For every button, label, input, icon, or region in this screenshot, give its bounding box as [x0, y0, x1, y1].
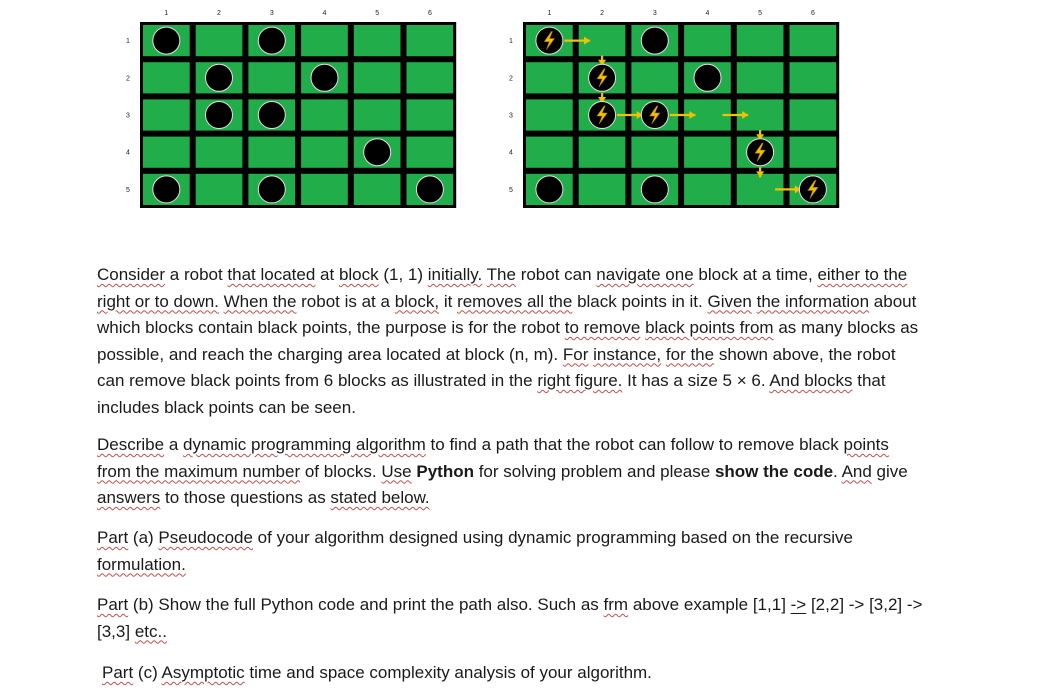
- black-point: [258, 176, 285, 203]
- right-grid-cell: [579, 137, 626, 168]
- right-grid-cell: [526, 137, 573, 168]
- right-grid-cell: [737, 25, 784, 56]
- part-c-paragraph: [102, 660, 932, 687]
- task-paragraph: [97, 432, 927, 512]
- text-run: that includes black points can be seen.: [97, 371, 886, 417]
- left-grid-cell: [407, 137, 454, 168]
- text-run: at: [315, 265, 339, 284]
- text-run: either to the right or to down.: [97, 265, 908, 311]
- text-run: that located: [227, 265, 316, 284]
- text-run: for solving problem and please: [473, 461, 715, 481]
- text-run: And blocks: [769, 371, 853, 390]
- text-run: (c): [133, 663, 162, 682]
- left-grid-cell: [407, 62, 454, 93]
- black-point: [153, 27, 180, 54]
- right-grid-cell: [526, 62, 573, 93]
- column-label: 2: [600, 10, 605, 17]
- text-run: dynamic programming algorithm: [183, 435, 426, 454]
- text-run: ->: [790, 595, 807, 614]
- right-grid-cell: [737, 62, 784, 93]
- text-run: It has a size 5 × 6.: [622, 371, 770, 390]
- left-grid-cell: [301, 137, 348, 168]
- text-run: block at a time,: [693, 265, 818, 284]
- right-grid-cell: [684, 25, 731, 56]
- left-grid-cell: [301, 174, 348, 205]
- text-run: Python: [416, 461, 474, 481]
- left-grid-cell: [354, 174, 401, 205]
- text-run: shown above, the robot can remove black points from 6 blocks as illustrated in the: [97, 344, 896, 390]
- black-point: [153, 176, 180, 203]
- text-run: [3,2] -> [3,3]: [97, 595, 923, 641]
- text-run: time and space complexity analysis of your algorithm.: [244, 663, 652, 682]
- left-grid-cell: [301, 99, 348, 130]
- left-grid-cell: [196, 137, 243, 168]
- left-grid-cell: [407, 99, 454, 130]
- column-label: 6: [810, 10, 815, 17]
- text-run: .: [833, 461, 842, 481]
- text-run: formulation.: [97, 554, 186, 574]
- text-run: Part: [102, 663, 134, 682]
- row-label: 1: [509, 38, 513, 46]
- text-run: block: [338, 265, 379, 284]
- text-run: Part: [97, 528, 129, 547]
- left-grid-cell: [143, 62, 190, 93]
- black-point: [311, 64, 338, 91]
- right-grid-cell: [790, 62, 837, 93]
- black-point: [206, 64, 233, 91]
- text-run: And: [841, 461, 872, 481]
- row-label: 1: [126, 38, 130, 46]
- left-grid-cell: [196, 174, 243, 205]
- text-run: the information: [756, 291, 870, 311]
- text-run: answers: [97, 488, 161, 507]
- text-run: code: [793, 461, 834, 481]
- text-run: as many blocks as possible, and reach the charging area located at block (n, m).: [97, 318, 919, 364]
- row-label: 2: [509, 75, 513, 83]
- text-run: Describe: [97, 435, 165, 454]
- black-point: [694, 64, 721, 91]
- row-label: 2: [126, 75, 130, 83]
- row-label: 4: [509, 149, 513, 157]
- text-run: stated below.: [330, 488, 430, 507]
- text-run: a robot: [165, 265, 228, 284]
- text-run: block,: [394, 291, 440, 311]
- text-run: For: [562, 344, 589, 364]
- text-run: Pseudocode: [158, 528, 253, 547]
- text-run: instance,: [593, 344, 662, 364]
- text-run: Asymptotic: [161, 663, 245, 682]
- left-grid-cell: [143, 99, 190, 130]
- black-point: [536, 176, 563, 203]
- right-grid-cell: [790, 99, 837, 130]
- right-grid-cell: [684, 137, 731, 168]
- left-grid-cell: [248, 62, 295, 93]
- text-run: The: [486, 265, 516, 284]
- text-run: to those questions as: [160, 488, 331, 507]
- text-run: black points in it.: [572, 291, 708, 311]
- text-run: for the: [665, 344, 715, 364]
- text-run: (a): [128, 528, 159, 547]
- text-run: to remove: [564, 318, 641, 337]
- black-point: [206, 102, 233, 129]
- text-run: removes all the: [457, 291, 573, 311]
- part-b-paragraph: [97, 592, 927, 645]
- column-label: 4: [705, 10, 710, 17]
- text-run: of your algorithm designed using dynamic programming based on the recursive: [252, 528, 853, 547]
- right-grid-cell: [631, 137, 678, 168]
- text-run: Part: [97, 595, 129, 614]
- text-run: initially.: [427, 265, 483, 284]
- left-grid-cell: [301, 25, 348, 56]
- column-label: 5: [375, 10, 380, 17]
- column-label: 6: [427, 10, 432, 17]
- right-grid-cell: [790, 137, 837, 168]
- row-label: 5: [126, 186, 130, 194]
- column-label: 1: [164, 10, 169, 17]
- left-grid-cell: [196, 25, 243, 56]
- part-a-paragraph: [97, 525, 927, 578]
- black-point: [258, 102, 285, 129]
- right-grid-cell: [684, 174, 731, 205]
- text-run: etc..: [134, 621, 167, 641]
- text-run: robot can: [515, 265, 597, 284]
- column-label: 2: [217, 10, 221, 17]
- right-grid-cell: [526, 99, 573, 130]
- row-label: 3: [126, 112, 130, 120]
- text-run: Consider: [97, 265, 166, 284]
- left-grid-cell: [354, 62, 401, 93]
- right-grid-cell: [631, 62, 678, 93]
- left-grid-cell: [407, 25, 454, 56]
- text-run: show the: [714, 461, 789, 481]
- text-run: black points from: [645, 318, 774, 337]
- column-label: 3: [652, 10, 657, 17]
- column-label: 5: [758, 10, 763, 17]
- text-run: it: [439, 291, 458, 311]
- text-run: robot is at a: [296, 291, 395, 311]
- column-label: 4: [322, 10, 327, 17]
- text-run: points from the maximum number: [97, 435, 889, 481]
- text-run: right figure.: [537, 371, 623, 390]
- column-label: 3: [269, 10, 274, 17]
- text-run: (1, 1): [378, 265, 428, 284]
- column-label: 1: [547, 10, 552, 17]
- black-point: [416, 176, 443, 203]
- text-run: [2,2] ->: [806, 595, 870, 614]
- text-run: Given: [707, 291, 752, 311]
- black-point: [641, 27, 668, 54]
- text-run: navigate one: [596, 265, 694, 284]
- text-run: When the: [223, 291, 297, 311]
- grid-figure: [0, 0, 1038, 220]
- left-grid-cell: [354, 25, 401, 56]
- text-run: of blocks.: [300, 461, 382, 481]
- text-run: give: [871, 461, 908, 481]
- text-run: a: [164, 435, 183, 454]
- problem-paragraph: [97, 262, 927, 421]
- text-run: (b) Show the full Python code and print the path also. Such as: [128, 595, 604, 614]
- right-grid-cell: [790, 25, 837, 56]
- text-run: Use: [381, 461, 412, 481]
- text-run: frm: [603, 595, 629, 614]
- text-run: about which blocks contain black points, the purpose is for the robot: [97, 291, 917, 337]
- left-grid-cell: [354, 99, 401, 130]
- row-label: 3: [509, 112, 513, 120]
- row-label: 4: [126, 149, 130, 157]
- black-point: [364, 139, 391, 166]
- black-point: [641, 176, 668, 203]
- row-label: 5: [509, 186, 513, 194]
- text-run: to find a path that the robot can follow to remove black: [425, 435, 844, 454]
- black-point: [258, 27, 285, 54]
- left-grid-cell: [143, 137, 190, 168]
- right-grid-cell: [579, 174, 626, 205]
- left-grid-cell: [248, 137, 295, 168]
- text-run: above example [1,1]: [628, 595, 791, 614]
